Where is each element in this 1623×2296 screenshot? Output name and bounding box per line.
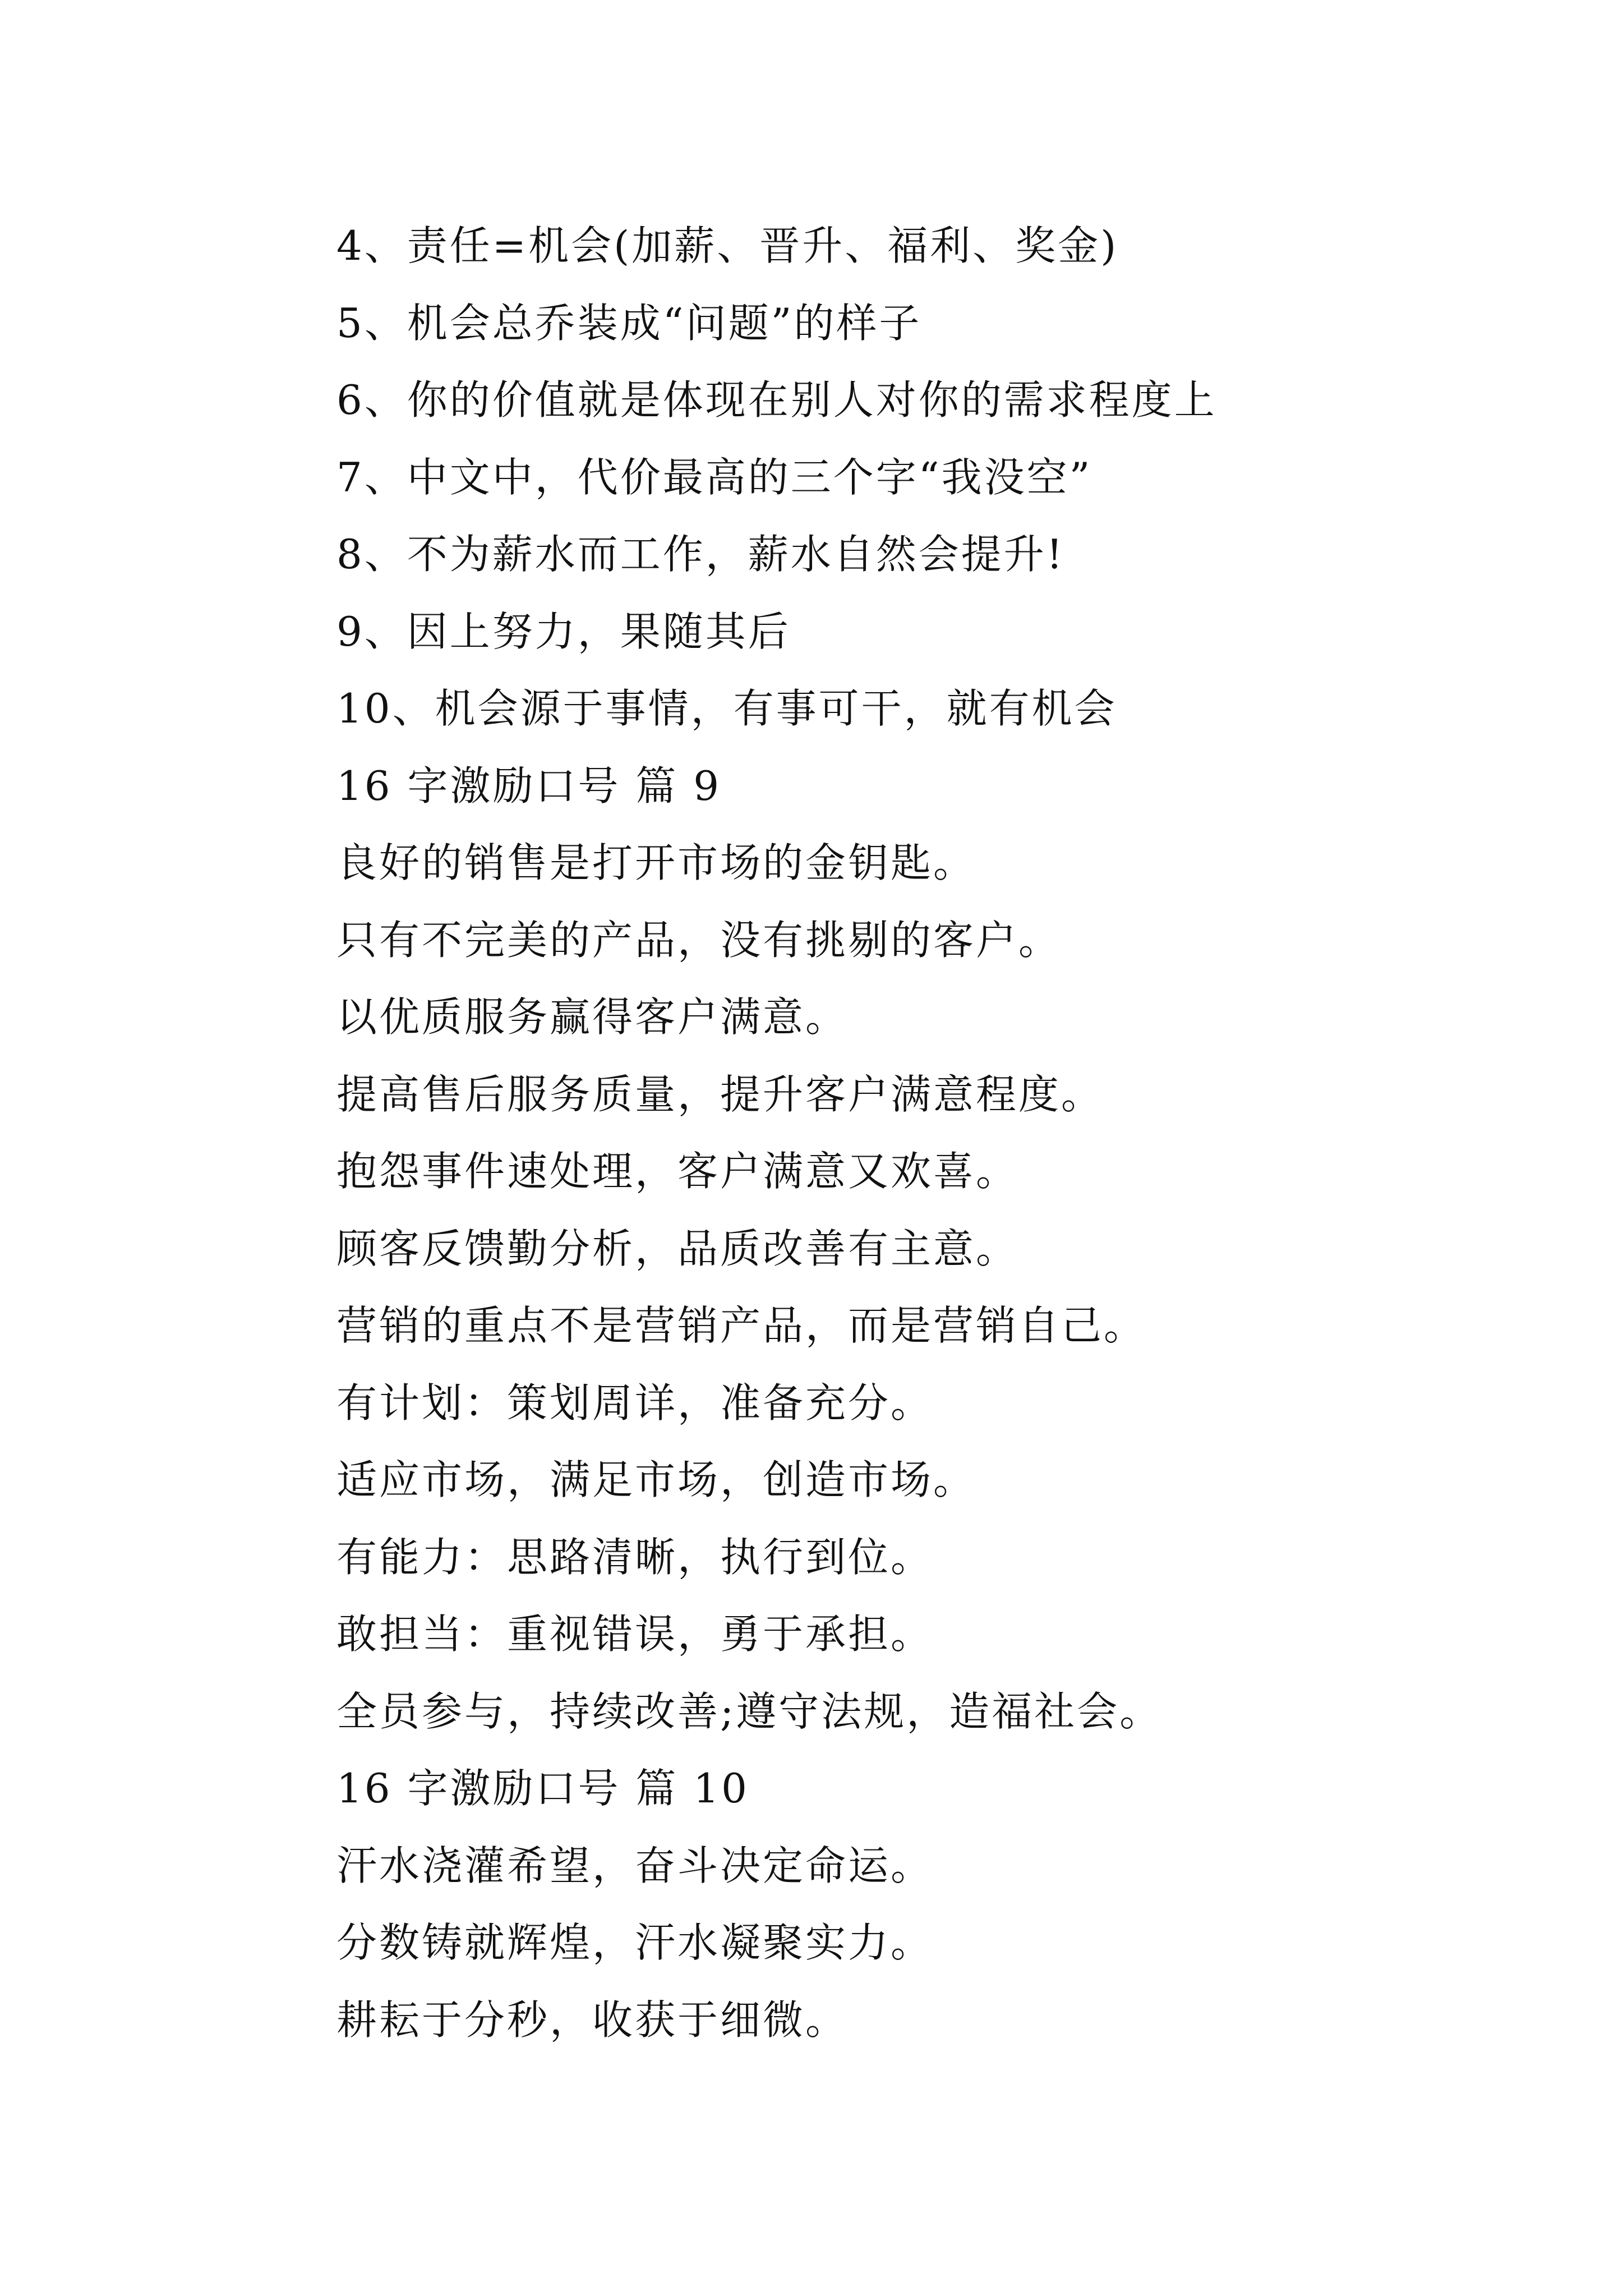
document-body [336,208,1514,2059]
slogan-line: 分数铸就辉煌，汗水凝聚实力。 [336,1919,934,1966]
slogan-line: 顾客反馈勤分析，品质改善有主意。 [336,1225,1019,1272]
slogan-line: 抱怨事件速处理，客户满意又欢喜。 [336,1148,1019,1195]
slogan-line: 有能力：思路清晰，执行到位。 [336,1533,934,1581]
section-heading: 16 字激励口号 篇 9 [336,762,722,809]
slogan-line: 适应市场，满足市场，创造市场。 [336,1456,976,1503]
list-item: 8、不为薪水而工作，薪水自然会提升! [336,531,1065,578]
slogan-line: 全员参与，持续改善;遵守法规，造福社会。 [336,1687,1163,1735]
slogan-line: 敢担当：重视错误，勇于承担。 [336,1611,934,1658]
list-item: 6、你的价值就是体现在别人对你的需求程度上 [336,376,1217,424]
section-heading: 16 字激励口号 篇 10 [336,1765,749,1812]
slogan-line: 汗水浇灌希望，奋斗决定命运。 [336,1842,934,1889]
slogan-line: 提高售后服务质量，提升客户满意程度。 [336,1070,1104,1118]
slogan-line: 良好的销售是打开市场的金钥匙。 [336,839,976,886]
list-item: 5、机会总乔装成“问题”的样子 [336,299,922,347]
list-item: 9、因上努力，果随其后 [336,608,791,655]
slogan-line: 营销的重点不是营销产品，而是营销自己。 [336,1302,1147,1349]
slogan-line: 耕耘于分秒，收获于细微。 [336,1996,849,2044]
list-item: 10、机会源于事情，有事可干，就有机会 [336,685,1117,732]
list-item: 7、中文中，代价最高的三个字“我没空” [336,453,1092,501]
slogan-line: 以优质服务赢得客户满意。 [336,993,849,1041]
slogan-line: 有计划：策划周详，准备充分。 [336,1379,934,1427]
slogan-line: 只有不完美的产品，没有挑剔的客户。 [336,916,1062,964]
list-item: 4、责任=机会(加薪、晋升、福利、奖金) [336,222,1119,269]
